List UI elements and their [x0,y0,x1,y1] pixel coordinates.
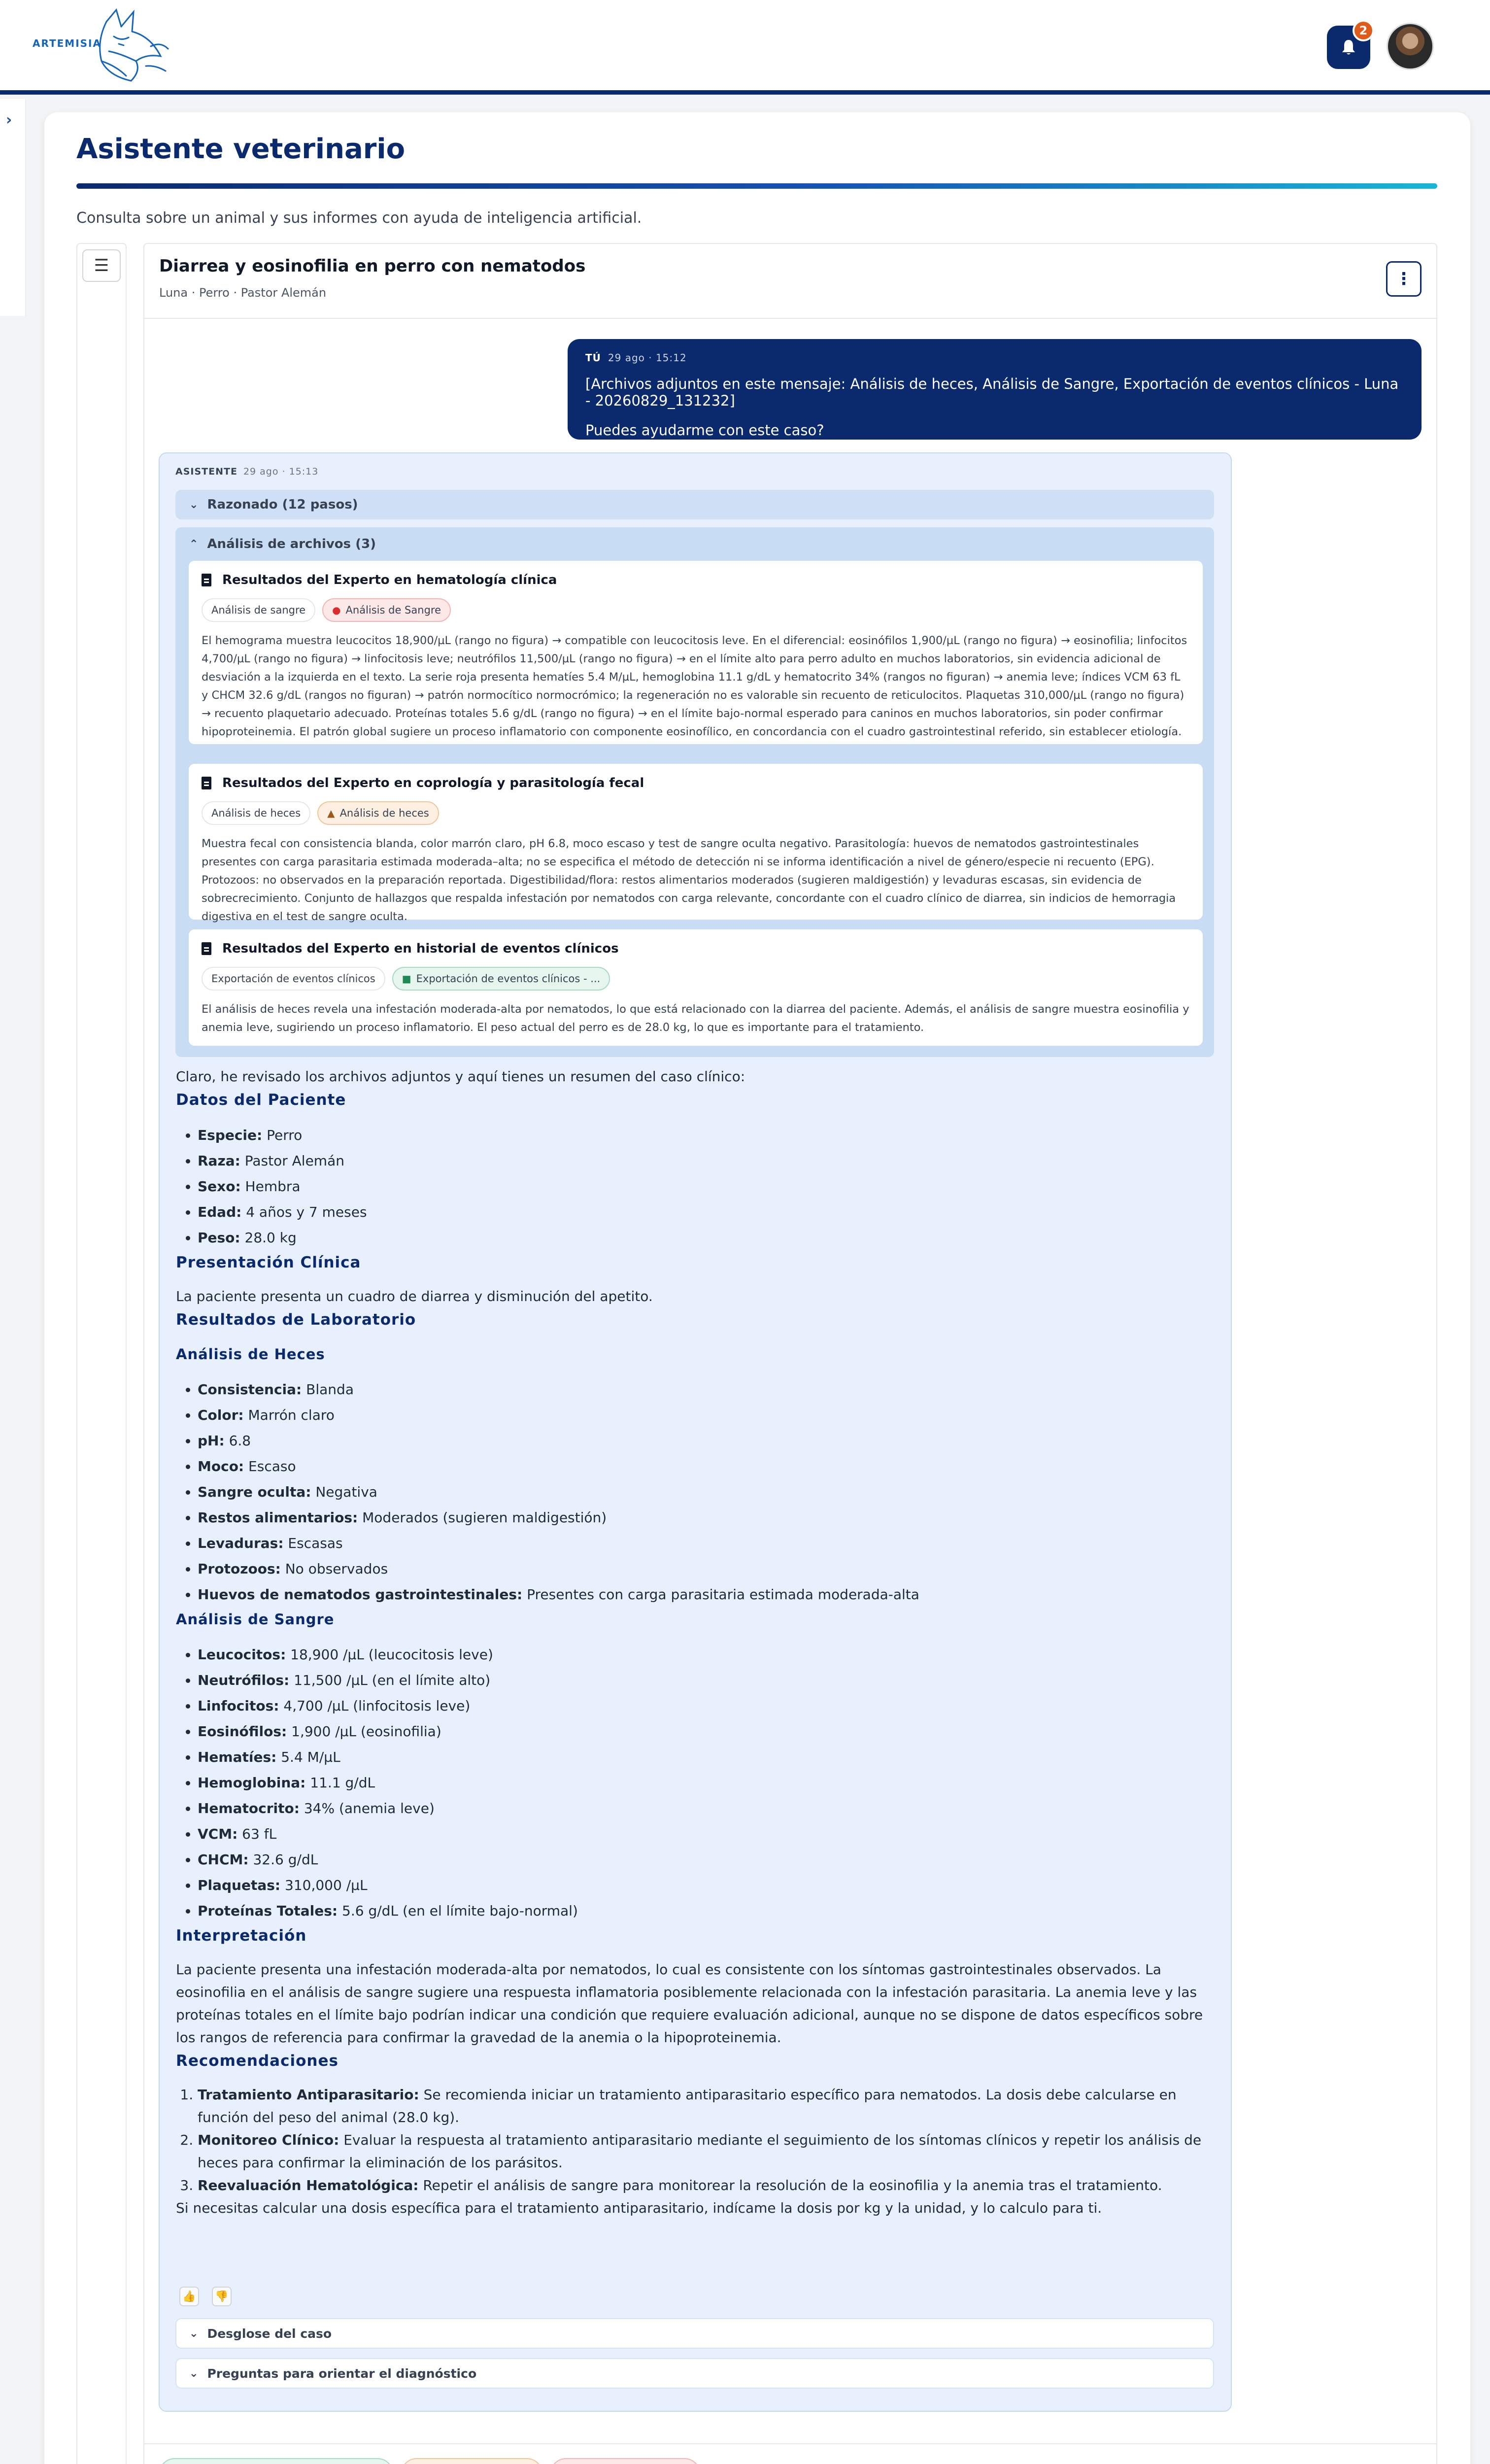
list-item: • Huevos de nematodos gastrointestinales: Presentes con carga parasitaria estimada moderada-alta [198,1582,1206,1608]
attachment-chips [159,2458,701,2464]
brand-logo[interactable] [33,7,175,86]
chevron-down-icon: ⌄ [189,498,199,511]
accordion-label: Desglose del caso [207,2326,332,2341]
spreadsheet-icon: ■ [402,973,411,985]
result-card-coprology [189,764,1203,923]
closing-text: Si necesitas calcular una dosis específica para el tratamiento antiparasitario, indícame la dosis por kg y la unidad, y lo calculo para ti. [176,2200,1102,2216]
attachment-tag-blood[interactable] [322,598,451,622]
user-attachments-line: [Archivos adjuntos en este mensaje: Análisis de heces, Análisis de Sangre, Exportación de eventos clínicos - Luna - 20260829_131232] [585,376,1399,409]
kebab-icon: ⋮ [1395,269,1412,289]
clinical-presentation-text: La paciente presenta un cuadro de diarrea y disminución del apetito. [176,1288,653,1304]
recommendations-list [176,2084,1206,2197]
heading-patient-data: Datos del Paciente [176,1091,346,1109]
case-breakdown-toggle[interactable] [175,2318,1214,2349]
file-analysis-label: Análisis de archivos (3) [207,537,376,551]
attachment-chip-feces[interactable] [401,2458,543,2464]
tag-label: Exportación de eventos clínicos - ... [416,973,601,985]
reasoning-toggle[interactable] [175,490,1214,519]
list-item: • Plaquetas: 310,000 /µL [198,1873,1206,1898]
heading-recommendations: Recomendaciones [176,2052,339,2070]
list-item: • Hemoglobina: 11.1 g/dL [198,1770,1206,1796]
attachment-tag-feces[interactable] [317,801,439,825]
conversation-title: Diarrea y eosinofilia en perro con nematodos [159,256,586,276]
user-message-header [585,352,1404,364]
patient-data-list [176,1123,1206,1251]
list-item: • Leucocitos: 18,900 /µL (leucocitosis leve) [198,1642,1206,1668]
result-body: Muestra fecal con consistencia blanda, color marrón claro, pH 6.8, moco escaso y test de sangre oculta negativo. Parasitología: huevos de nematodos gastrointestinales presentes con carga parasitaria estimada moderada–alta; no se especifica el método de detección ni se informa identificación a nivel de género/especie ni recuento (EPG). Protozoos: no observados en la preparación reportada. Digestibilidad/flora: restos alimentarios moderados (sugieren maldigestión) y levaduras escasas, sin evidencia de sobrecrecimiento. Conjunto de hallazgos que respalda infestación por nematodos con carga relevante, concordante con el cuadro clínico de diarrea, sin indicios de hemorragia digestiva en el test de sangre oculta. [202,837,1176,923]
reasoning-label: Razonado (12 pasos) [207,497,358,512]
blood-drop-icon: ● [332,604,341,616]
assistant-response [176,1065,1206,2220]
conversations-panel [76,243,127,2464]
source-tag[interactable]: Análisis de sangre [202,598,315,622]
feces-icon: ▲ [327,807,335,819]
heading-clinical-presentation: Presentación Clínica [176,1254,361,1271]
list-item: • Consistencia: Blanda [198,1377,1206,1403]
attachment-chip-export[interactable] [159,2458,394,2464]
conversation-options-button[interactable] [1386,261,1422,297]
list-item: • Eosinófilos: 1,900 /µL (eosinofilia) [198,1719,1206,1745]
accordion-label: Preguntas para orientar el diagnóstico [207,2366,477,2381]
document-icon [202,942,211,955]
list-item: • Sexo: Hembra [198,1174,1206,1199]
thumbs-down-button[interactable] [212,2287,232,2306]
wolf-logo-icon [87,7,175,86]
attachment-tag-export[interactable] [392,967,610,991]
list-item: • Neutrófilos: 11,500 /µL (en el límite alto) [198,1668,1206,1693]
assistant-message-header [175,466,318,477]
list-item: 1. Tratamiento Antiparasitario: Se recomienda iniciar un tratamiento antiparasitario específico para nematodos. La dosis debe calcularse en función del peso del animal (28.0 kg). [198,2084,1206,2129]
heading-lab-results: Resultados de Laboratorio [176,1311,416,1329]
diagnostic-questions-toggle[interactable] [175,2358,1214,2389]
expand-sidebar-chevron-icon[interactable]: › [6,111,12,129]
result-card-clinical-history [189,929,1203,1046]
assistant-message-time: 29 ago · 15:13 [243,466,319,477]
page-title: Asistente veterinario [76,133,406,165]
notification-count-badge: 2 [1353,20,1374,41]
user-avatar[interactable] [1387,23,1434,70]
feces-results-list [176,1377,1206,1608]
chevron-up-icon: ⌃ [189,538,199,550]
list-item: • Color: Marrón claro [198,1403,1206,1428]
hamburger-icon: ☰ [94,256,109,275]
list-item: • Hematocrito: 34% (anemia leve) [198,1796,1206,1821]
top-bar [0,0,1490,95]
assistant-author: ASISTENTE [175,466,237,477]
list-item: 3. Reevaluación Hematológica: Repetir el análisis de sangre para monitorear la resolución de la eosinofilia y la anemia tras el tratamiento. [198,2174,1206,2197]
thumbs-up-icon: 👍 [182,2290,196,2303]
result-title: Resultados del Experto en hematología clínica [222,573,557,587]
list-item: • Restos alimentarios: Moderados (sugieren maldigestión) [198,1505,1206,1531]
heading-interpretation: Interpretación [176,1927,307,1945]
list-item: • Levaduras: Escasas [198,1531,1206,1556]
source-tag[interactable]: Exportación de eventos clínicos [202,967,385,991]
conversation-meta: Luna · Perro · Pastor Alemán [159,286,327,300]
list-item: • Peso: 28.0 kg [198,1225,1206,1251]
document-icon [202,777,211,789]
list-item: • Raza: Pastor Alemán [198,1148,1206,1174]
list-item: • Especie: Perro [198,1123,1206,1148]
attachment-chip-blood[interactable] [550,2458,701,2464]
result-body: El análisis de heces revela una infestación moderada-alta por nematodos, lo que está relacionado con la diarrea del paciente. Además, el análisis de sangre muestra eosinofilia y anemia leve, sugiriendo un proceso inflamatorio. El peso actual del perro es de 28.0 kg, lo que es importante para el tratamiento. [202,1003,1189,1034]
tag-label: Análisis de Sangre [345,604,441,616]
list-item: • Edad: 4 años y 7 meses [198,1199,1206,1225]
heading-feces-analysis: Análisis de Heces [176,1346,325,1363]
user-author: TÚ [585,352,601,364]
list-item: • pH: 6.8 [198,1428,1206,1454]
file-analysis-toggle[interactable] [175,529,1214,559]
interpretation-text: La paciente presenta una infestación moderada-alta por nematodos, lo cual es consistente con los síntomas gastrointestinales observados. La eosinofilia en el análisis de sangre sugiere una respuesta inflamatoria posiblemente relacionada con la infestación parasitaria. La anemia leve y las proteínas totales en el límite bajo podrían indicar una condición que requiere evaluación adicional, aunque no se dispone de datos específicos sobre los rangos de referencia para confirmar la gravedad de la anemia o la hipoproteinemia. [176,1961,1203,2046]
list-item: 2. Monitoreo Clínico: Evaluar la respuesta al tratamiento antiparasitario mediante el seguimiento de los síntomas clínicos y repetir los análisis de heces para confirmar la eliminación de los parásitos. [198,2129,1206,2174]
composer-divider [143,2443,1437,2444]
user-message [568,339,1422,440]
list-item: • Linfocitos: 4,700 /µL (linfocitosis leve) [198,1693,1206,1719]
list-item: • Protozoos: No observados [198,1556,1206,1582]
bell-icon [1341,39,1356,56]
list-item: • CHCM: 32.6 g/dL [198,1847,1206,1873]
collapsed-sidebar [0,99,26,316]
source-tag[interactable]: Análisis de heces [202,801,310,825]
brand-name: ARTEMISIA [33,37,102,49]
heading-blood-analysis: Análisis de Sangre [176,1611,335,1628]
list-item: • Sangre oculta: Negativa [198,1479,1206,1505]
conversations-menu-button[interactable] [82,249,121,282]
user-message-time: 29 ago · 15:12 [608,352,687,364]
blood-results-list [176,1642,1206,1924]
thumbs-down-icon: 👎 [215,2290,229,2303]
title-divider [76,183,1437,189]
tag-label: Análisis de heces [339,807,429,819]
list-item: • Moco: Escaso [198,1454,1206,1479]
result-card-hematology [189,561,1203,744]
result-title: Resultados del Experto en coprología y parasitología fecal [222,776,644,790]
document-icon [202,574,211,586]
list-item: • VCM: 63 fL [198,1821,1206,1847]
user-message-text: Puedes ayudarme con este caso? [585,422,824,439]
chevron-down-icon: ⌄ [189,2367,199,2380]
thumbs-up-button[interactable] [179,2287,199,2306]
chevron-down-icon: ⌄ [189,2327,199,2340]
response-intro: Claro, he revisado los archivos adjuntos y aquí tienes un resumen del caso clínico: [176,1068,745,1085]
result-title: Resultados del Experto en historial de eventos clínicos [222,941,619,956]
page-subtitle: Consulta sobre un animal y sus informes con ayuda de inteligencia artificial. [76,209,642,227]
result-body: El hemograma muestra leucocitos 18,900/µL (rango no figura) → compatible con leucocitosis leve. En el diferencial: eosinófilos 1,900/µL (rango no figura) → eosinofilia; linfocitos 4,700/µL (rango no figura) → linfocitosis leve; neutrófilos 11,500/µL (rango no figura) → en el límite alto para perro adulto en muchos laboratorios, sin evidencia adicional de desviación a la izquierda en el texto. La serie roja presenta hematíes 5.4 M/µL, hemoglobina 11.1 g/dL y hematocrito 34% (rangos no figuran) → anemia leve; índices VCM 63 fL y CHCM 32.6 g/dL (rangos no figuran) → patrón normocítico normocrómico; la regeneración no es valorable sin recuento de reticulocitos. Plaquetas 310,000/µL (rango no figura) → recuento plaquetario adecuado. Proteínas totales 5.6 g/dL (rango no figura) → en el límite bajo-normal esperado para caninos en muchos laboratorios, sin poder confirmar hipoproteinemia. El patrón global sugiere un proceso inflamatorio con componente eosinofílico, en concordancia con el cuadro gastrointestinal referido, sin establecer etiología. [202,634,1187,738]
list-item: • Hematíes: 5.4 M/µL [198,1745,1206,1770]
list-item: • Proteínas Totales: 5.6 g/dL (en el límite bajo-normal) [198,1898,1206,1924]
header-divider [143,318,1437,319]
